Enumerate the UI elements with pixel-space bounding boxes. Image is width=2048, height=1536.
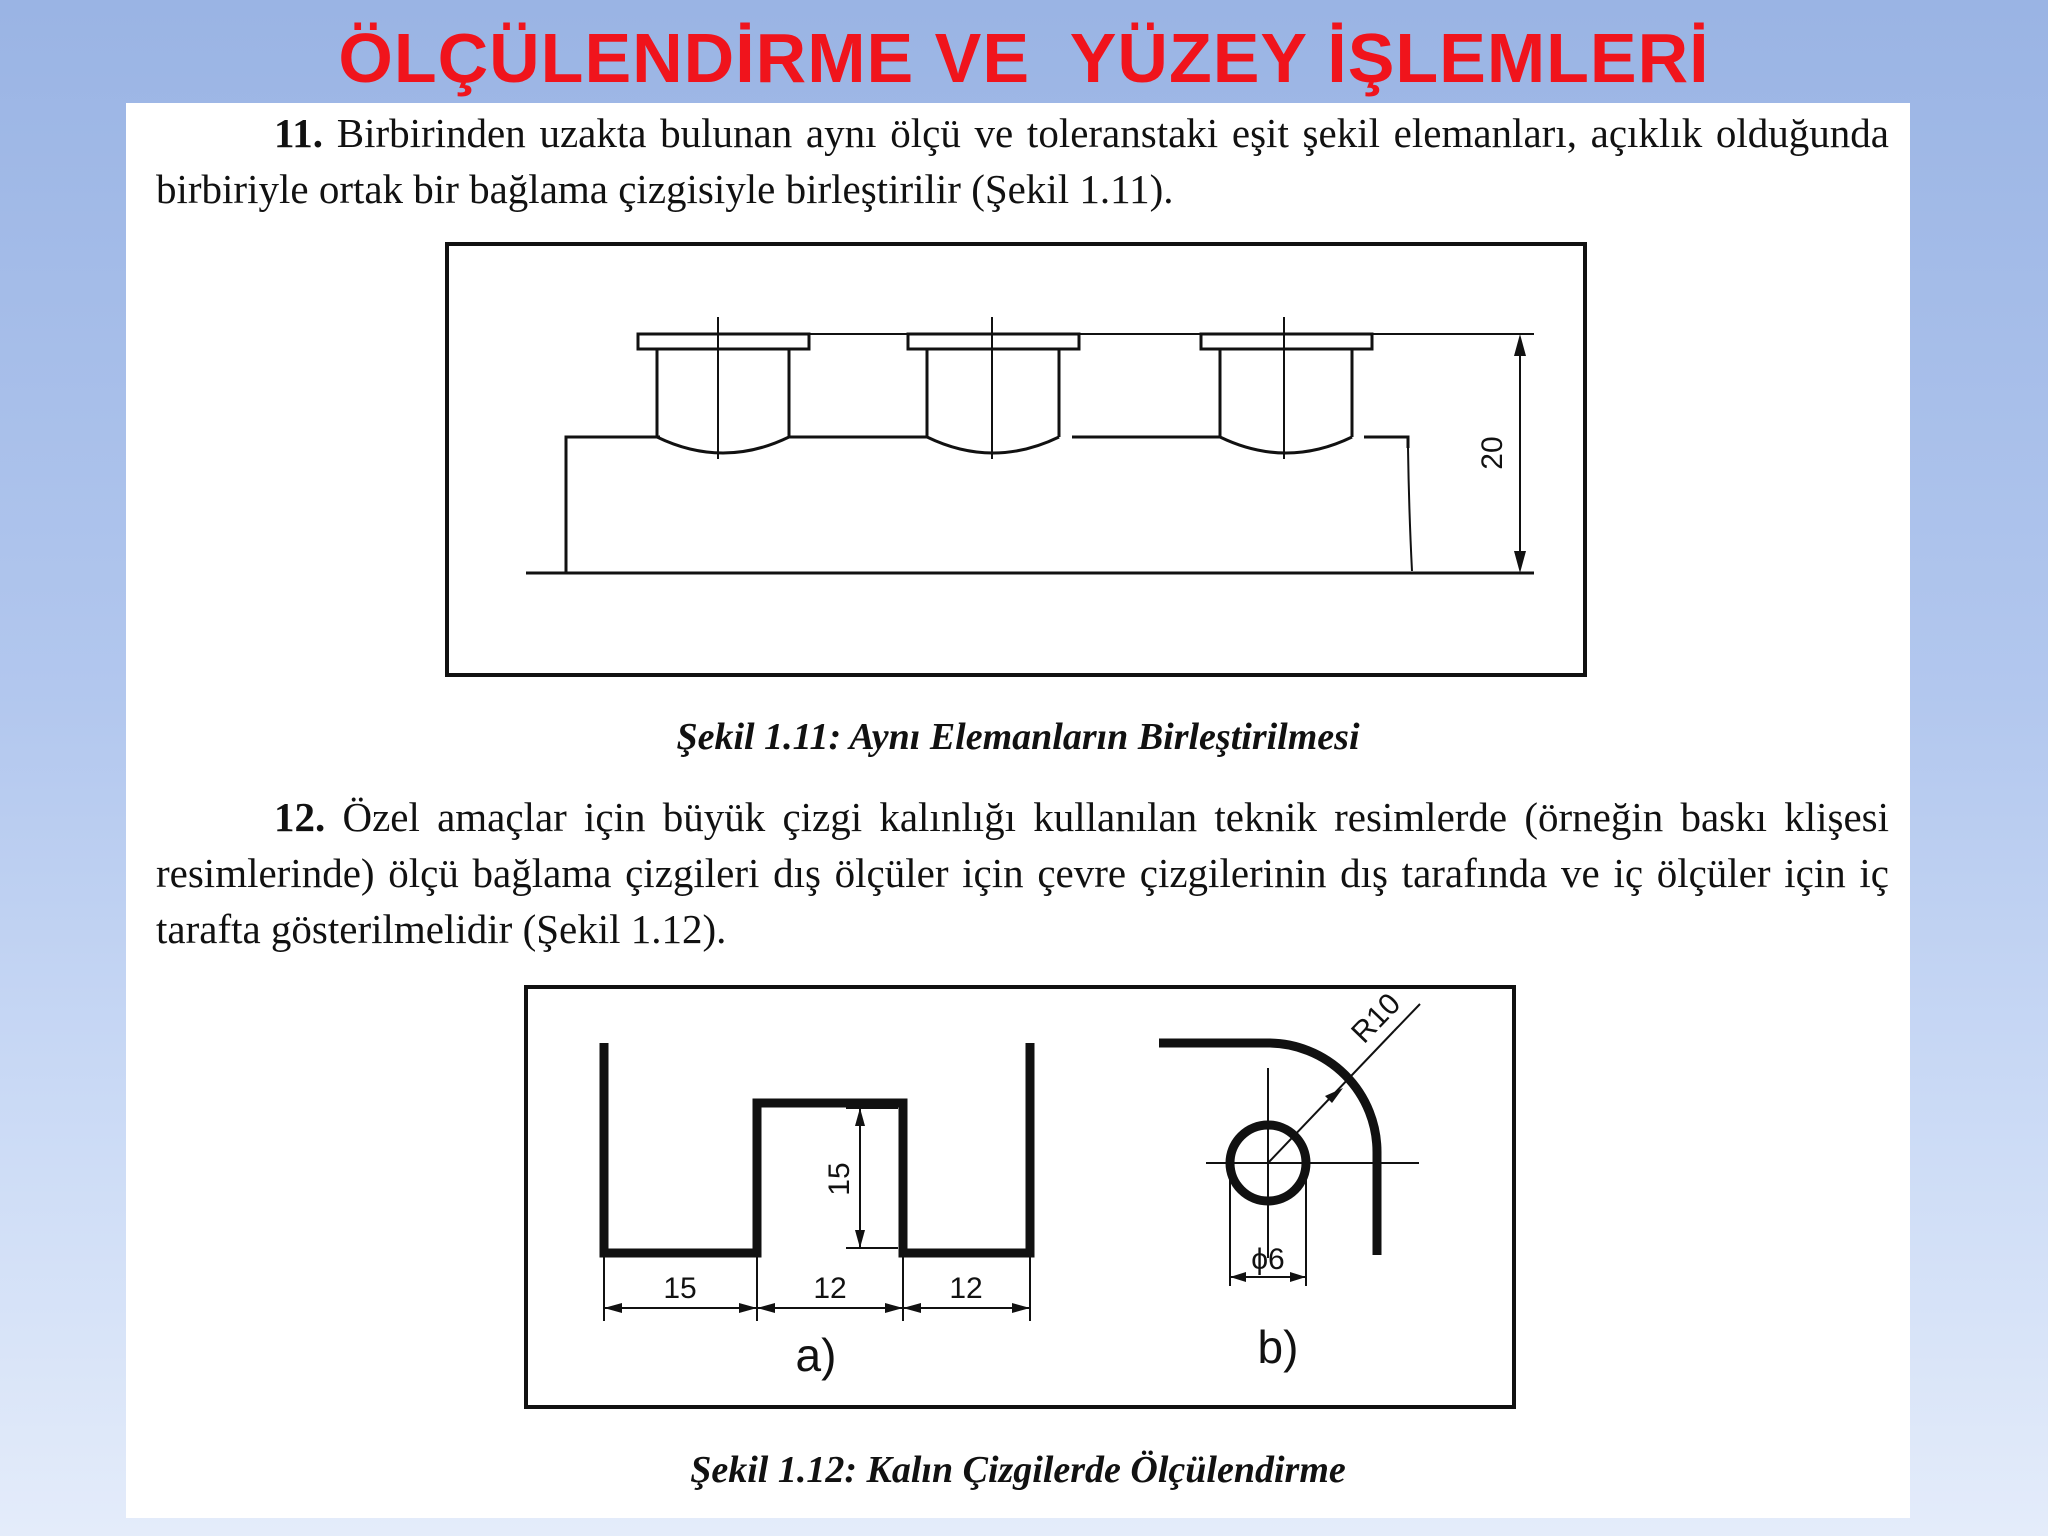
dimension-a-width-3: 12 [949, 1272, 983, 1305]
figure-a-label: a) [795, 1329, 837, 1381]
slide-title: ÖLÇÜLENDİRME VE YÜZEY İŞLEMLERİ [338, 19, 1710, 97]
figure-b-label: b) [1257, 1321, 1299, 1373]
figure-1-12 [126, 103, 1910, 1518]
paragraph-12-text: Özel amaçlar için büyük çizgi kalınlığı kullanılan teknik resimlerde (örneğin baskı klişesi resimlerinde) ölçü bağlama çizgileri dış ölçüler için çevre çizgilerinin dış tarafında ve iç ölçüler için iç tarafta gösterilmelidir (Şekil 1.12). [156, 794, 1889, 952]
dimension-diameter: ϕ6 [1251, 1243, 1285, 1276]
figure-1-12-caption: Şekil 1.12: Kalın Çizgilerde Ölçülendirme [690, 1449, 1346, 1491]
dimension-a-width-1: 15 [663, 1272, 697, 1305]
dimension-radius: R10 [1345, 987, 1408, 1050]
dimension-a-height: 15 [823, 1162, 856, 1196]
document-page [126, 103, 1910, 1518]
paragraph-12-number: 12. [274, 794, 326, 840]
paragraph-11-text: Birbirinden uzakta bulunan aynı ölçü ve toleranstaki eşit şekil elemanları, açıklık olduğunda birbiriyle ortak bir bağlama çizgisiyle birleştirilir (Şekil 1.11). [156, 110, 1890, 212]
dimension-20: 20 [1476, 436, 1509, 470]
figure-1-11-caption: Şekil 1.11: Aynı Elemanların Birleştirilmesi [676, 716, 1360, 758]
dimension-a-width-2: 12 [813, 1272, 847, 1305]
paragraph-11-number: 11. [274, 110, 323, 156]
